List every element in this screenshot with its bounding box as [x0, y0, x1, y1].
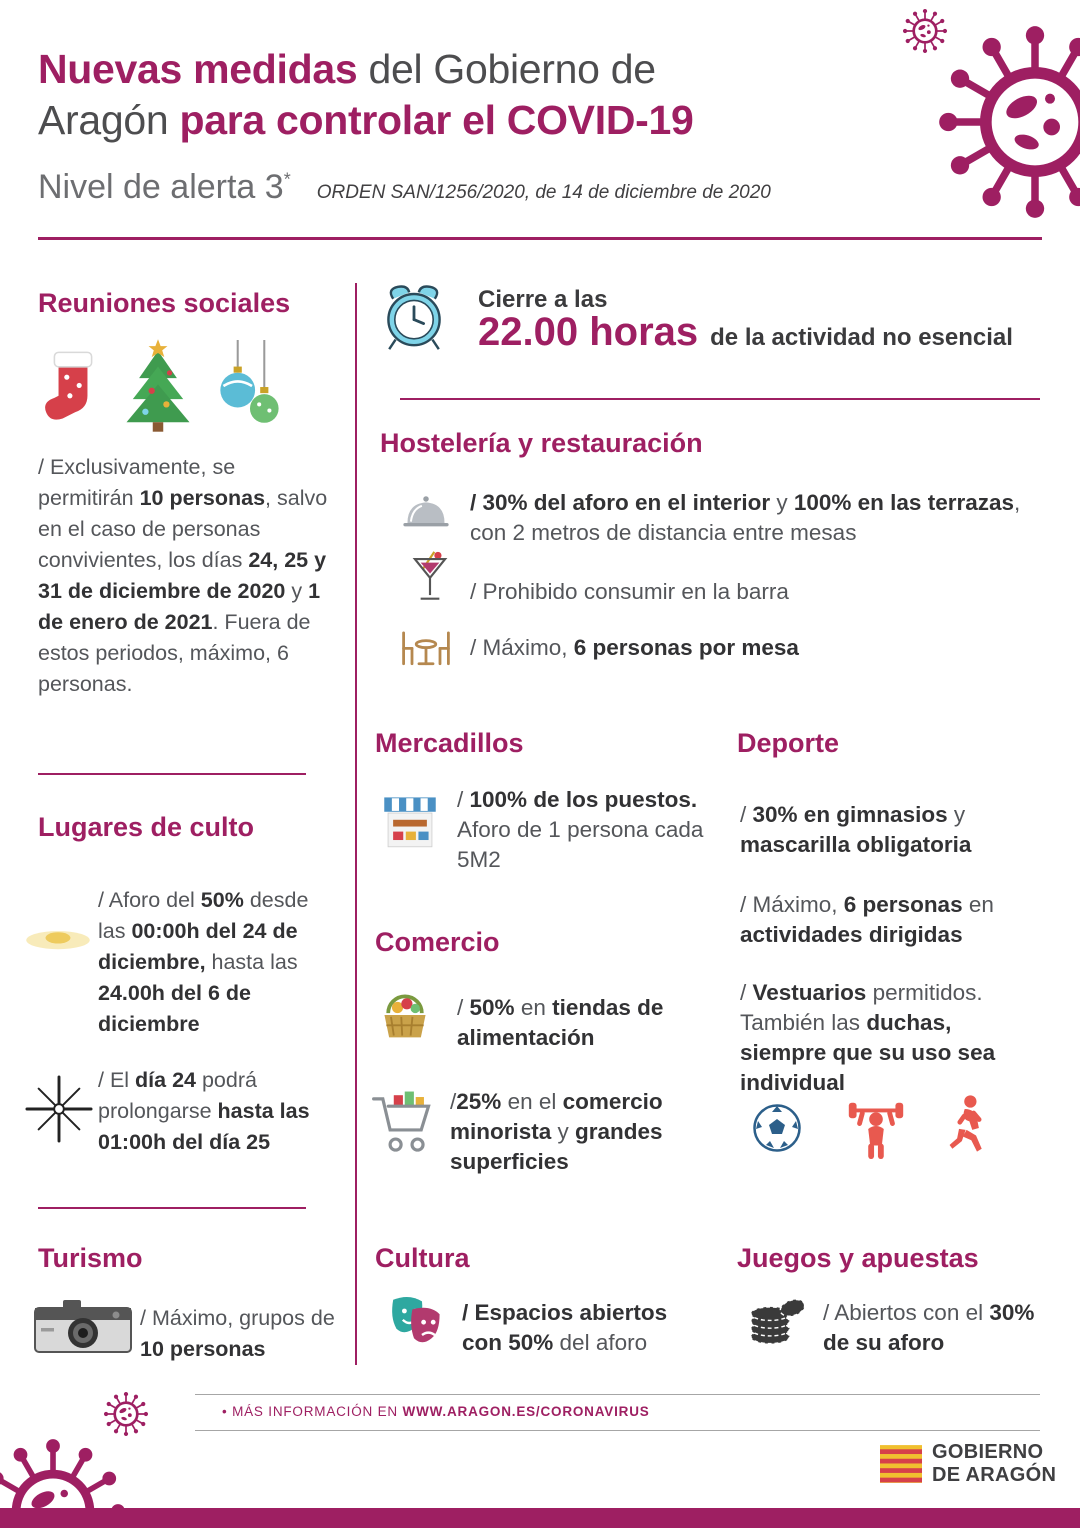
table-chairs-icon: [398, 628, 454, 668]
footer-divider-bottom: [195, 1430, 1040, 1431]
closure-time: 22.00 horas: [478, 310, 699, 354]
virus-icon: [935, 22, 1080, 222]
page-title-line2: Aragón para controlar el COVID-19: [38, 97, 694, 143]
left-divider-2: [38, 1207, 306, 1209]
logo-line-2: DE ARAGÓN: [932, 1464, 1057, 1486]
alert-level: Nivel de alerta 3*: [38, 168, 291, 206]
cloche-icon: [402, 492, 450, 532]
market-stall-icon: [383, 793, 437, 855]
left-divider-1: [38, 773, 306, 775]
footer-divider-top: [195, 1394, 1040, 1395]
turismo-item-1: / Máximo, grupos de 10 personas: [140, 1306, 335, 1361]
christmas-stocking-icon: [42, 345, 104, 430]
mercadillos-item-1: / 100% de los puestos. Aforo de 1 persona cada 5M2: [457, 787, 704, 872]
closure-line: [478, 310, 1013, 355]
juegos-item-1: / Abiertos con el 30% de su aforo: [823, 1300, 1035, 1355]
aragon-flag-icon: [880, 1443, 922, 1485]
footer-info-label: • MÁS INFORMACIÓN EN: [222, 1404, 403, 1419]
lugares-item-1: / Aforo del 50% desde las 00:00h del 24 de diciembre, hasta las 24.00h del 6 de diciembre: [98, 888, 309, 1036]
christmas-tree-icon: [116, 338, 200, 433]
bottom-accent-bar: [0, 1508, 1080, 1528]
hosteleria-item-2: / Prohibido consumir en la barra: [470, 579, 789, 604]
cultura-item-1: / Espacios abiertos con 50% del aforo: [462, 1300, 668, 1355]
section-title-turismo: Turismo: [38, 1243, 143, 1273]
header-divider: [38, 237, 1042, 240]
shopping-cart-icon: [370, 1085, 434, 1163]
lugares-item-2: / El día 24 podrá prolongarse hasta las 01:00h del día 25: [98, 1068, 310, 1154]
poker-chips-icon: [748, 1292, 806, 1346]
camera-icon: [33, 1295, 133, 1357]
closure-intro: Cierre a las: [478, 286, 608, 313]
closure-rest: de la actividad no esencial: [710, 324, 1013, 351]
footer-info-url[interactable]: WWW.ARAGON.ES/CORONAVIRUS: [402, 1404, 650, 1419]
hosteleria-item-3: / Máximo, 6 personas por mesa: [470, 635, 799, 660]
logo-text: [932, 1441, 1056, 1487]
gobierno-aragon-logo: [880, 1441, 1056, 1487]
alert-asterisk: *: [283, 169, 291, 190]
deporte-item-3: / Vestuarios permitidos. También las duchas, siempre que su uso sea individual: [740, 980, 996, 1095]
comercio-item-1: / 50% en tiendas de alimentación: [457, 995, 664, 1050]
section-title-comercio: Comercio: [375, 927, 500, 957]
deporte-item-1: / 30% en gimnasios y mascarilla obligatoria: [740, 802, 972, 857]
virus-icon: [103, 1391, 149, 1437]
section-title-deporte: Deporte: [737, 728, 840, 758]
vertical-divider: [355, 283, 357, 1365]
cocktail-icon: [412, 545, 448, 607]
footer-info: [222, 1404, 650, 1419]
section-title-hosteleria: Hostelería y restauración: [380, 428, 703, 458]
soccer-ball-icon: [752, 1103, 802, 1153]
theater-masks-icon: [382, 1292, 446, 1350]
order-reference: ORDEN SAN/1256/2020, de 14 de diciembre de 2020: [316, 182, 771, 203]
baubles-icon: [215, 340, 287, 432]
candle-glow-icon: [22, 922, 94, 956]
deporte-item-2: / Máximo, 6 personas en actividades dirigidas: [740, 892, 994, 947]
runner-icon: [942, 1093, 994, 1161]
section-title-juegos: Juegos y apuestas: [737, 1243, 979, 1273]
star-icon: [25, 1075, 93, 1143]
logo-line-1: GOBIERNO: [932, 1441, 1044, 1463]
section-title-cultura: Cultura: [375, 1243, 470, 1273]
reuniones-body: / Exclusivamente, se permitirán 10 personas, salvo en el caso de personas convivientes, los días 24, 25 y 31 de diciembre de 2020 y 1 de enero de 2021. Fuera de estos periodos, máximo, 6 personas.: [38, 455, 328, 696]
section-title-lugares: Lugares de culto: [38, 812, 255, 842]
page-title: Nuevas medidas del Gobierno de: [38, 46, 656, 92]
alert-row: [38, 168, 771, 207]
weightlifter-icon: [845, 1093, 907, 1161]
hosteleria-item-1: / 30% del aforo en el interior y 100% en las terrazas, con 2 metros de distancia entre mesas: [470, 490, 1021, 545]
section-title-mercadillos: Mercadillos: [375, 728, 524, 758]
grocery-basket-icon: [377, 986, 433, 1044]
closure-divider: [400, 398, 1040, 400]
alarm-clock-icon: [382, 282, 446, 354]
section-title-reuniones: Reuniones sociales: [38, 288, 291, 318]
comercio-item-2: /25% en el comercio minorista y grandes superficies: [450, 1089, 663, 1174]
